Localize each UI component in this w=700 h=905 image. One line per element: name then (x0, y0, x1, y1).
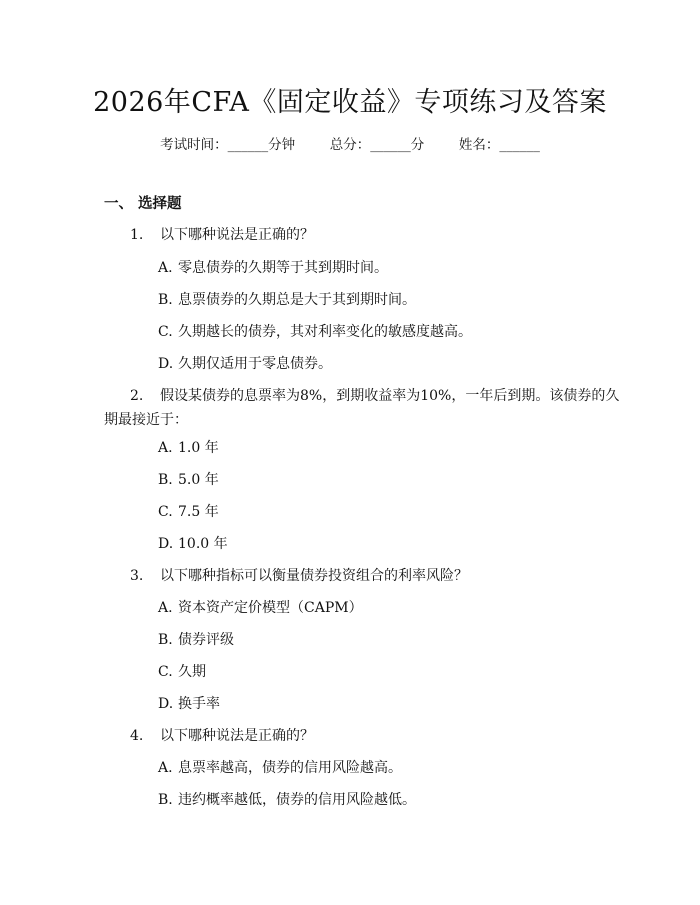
question-4 (130, 725, 314, 745)
option-item (158, 289, 416, 309)
option-letter: B. (158, 472, 173, 488)
option-item (158, 789, 416, 809)
option-item (158, 597, 363, 617)
question-3 (130, 565, 468, 585)
question-text: 以下哪种说法是正确的？ (160, 227, 314, 243)
question-2 (130, 385, 619, 405)
option-text: 违约概率越低，债券的信用风险越低。 (178, 792, 416, 808)
option-letter: C. (158, 504, 173, 520)
option-text: 息票债券的久期总是大于其到期时间。 (178, 292, 416, 308)
option-letter: C. (158, 324, 173, 340)
option-item (158, 533, 228, 553)
time-unit: 分钟 (268, 137, 296, 153)
name-blank: ______ (499, 137, 540, 153)
score-label: 总分： (329, 137, 371, 153)
name-label: 姓名： (458, 137, 500, 153)
page-title: 2026年CFA《固定收益》专项练习及答案 (93, 87, 607, 118)
option-item (158, 501, 219, 521)
option-text: 息票率越高，债券的信用风险越高。 (178, 760, 402, 776)
question-number: 1. (130, 227, 144, 243)
option-text: 久期 (178, 664, 206, 680)
option-letter: D. (158, 356, 174, 372)
option-item (158, 437, 219, 457)
option-item (158, 629, 234, 649)
option-letter: A. (158, 760, 173, 776)
section-heading (104, 192, 182, 213)
question-text: 假设某债券的息票率为8%，到期收益率为10%，一年后到期。该债券的久 (160, 388, 620, 404)
option-letter: D. (158, 696, 174, 712)
option-item (158, 257, 388, 277)
question-text-line2: 期最接近于： (104, 412, 188, 428)
option-letter: D. (158, 536, 174, 552)
question-number: 2. (130, 388, 144, 404)
time-blank: ______ (227, 137, 269, 153)
question-1 (130, 224, 314, 244)
option-letter: A. (158, 440, 173, 456)
section-number: 一、 (104, 196, 133, 212)
option-letter: B. (158, 632, 173, 648)
question-text: 以下哪种指标可以衡量债券投资组合的利率风险？ (160, 568, 468, 584)
section-title: 选择题 (138, 196, 182, 212)
option-text: 换手率 (178, 696, 220, 712)
option-item (158, 353, 332, 373)
option-text: 7.5 年 (178, 504, 219, 520)
option-text: 零息债券的久期等于其到期时间。 (178, 260, 388, 276)
exam-meta-line (0, 133, 700, 153)
option-item (158, 661, 206, 681)
option-item (158, 693, 220, 713)
question-number: 3. (130, 568, 144, 584)
question-text: 以下哪种说法是正确的？ (160, 728, 314, 744)
option-text: 资本资产定价模型（CAPM） (178, 600, 363, 616)
option-letter: A. (158, 260, 173, 276)
option-text: 久期仅适用于零息债券。 (178, 356, 332, 372)
score-blank: ______ (370, 137, 411, 153)
question-2-continuation (104, 409, 188, 429)
option-item (158, 469, 219, 489)
option-item (158, 757, 402, 777)
option-letter: A. (158, 600, 173, 616)
option-letter: B. (158, 792, 173, 808)
score-unit: 分 (410, 137, 425, 153)
option-letter: B. (158, 292, 173, 308)
option-text: 久期越长的债券，其对利率变化的敏感度越高。 (178, 324, 472, 340)
question-number: 4. (130, 728, 144, 744)
option-text: 10.0 年 (178, 536, 228, 552)
option-text: 债券评级 (178, 632, 234, 648)
option-text: 1.0 年 (178, 440, 219, 456)
option-item (158, 321, 472, 341)
option-text: 5.0 年 (178, 472, 219, 488)
option-letter: C. (158, 664, 173, 680)
time-label: 考试时间： (160, 137, 228, 153)
